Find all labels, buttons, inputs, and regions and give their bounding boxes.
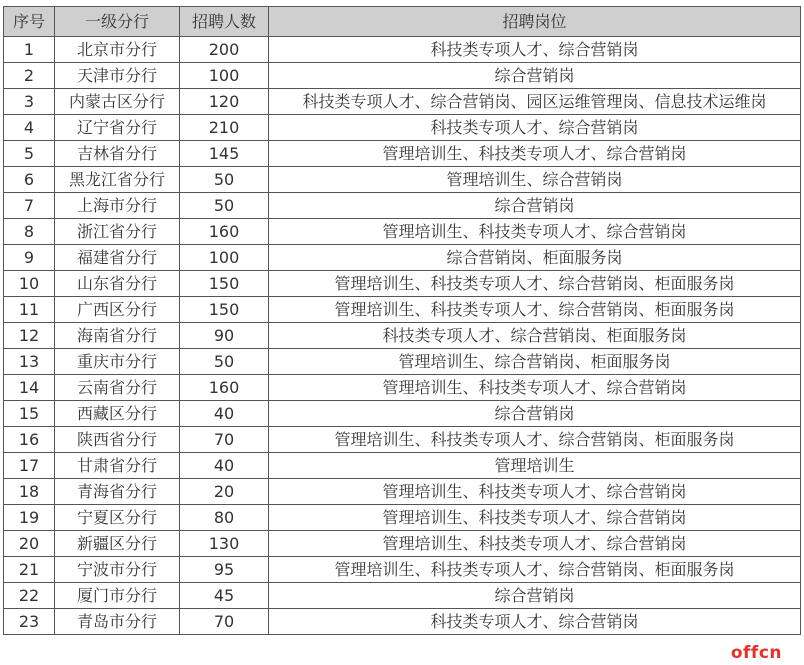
cell-positions: 综合营销岗、柜面服务岗 <box>269 245 801 271</box>
table-row <box>4 219 801 245</box>
recruitment-table <box>3 6 801 635</box>
cell-headcount: 95 <box>180 557 269 583</box>
cell-positions: 综合营销岗 <box>269 583 801 609</box>
cell-headcount: 210 <box>180 115 269 141</box>
header-positions: 招聘岗位 <box>269 7 801 37</box>
cell-branch: 陕西省分行 <box>55 427 180 453</box>
cell-branch: 重庆市分行 <box>55 349 180 375</box>
table-row <box>4 427 801 453</box>
cell-positions: 管理培训生、科技类专项人才、综合营销岗、柜面服务岗 <box>269 297 801 323</box>
cell-branch: 新疆区分行 <box>55 531 180 557</box>
cell-positions: 科技类专项人才、综合营销岗 <box>269 609 801 635</box>
cell-index: 12 <box>4 323 55 349</box>
offcn-watermark: offcn <box>730 643 782 663</box>
cell-index: 1 <box>4 37 55 63</box>
cell-index: 7 <box>4 193 55 219</box>
cell-headcount: 130 <box>180 531 269 557</box>
table-header <box>4 7 801 37</box>
cell-headcount: 50 <box>180 193 269 219</box>
cell-branch: 青岛市分行 <box>55 609 180 635</box>
cell-branch: 北京市分行 <box>55 37 180 63</box>
cell-index: 3 <box>4 89 55 115</box>
cell-branch: 浙江省分行 <box>55 219 180 245</box>
cell-positions: 管理培训生、科技类专项人才、综合营销岗 <box>269 479 801 505</box>
cell-positions: 管理培训生、科技类专项人才、综合营销岗 <box>269 141 801 167</box>
cell-positions: 管理培训生 <box>269 453 801 479</box>
cell-branch: 宁波市分行 <box>55 557 180 583</box>
cell-positions: 管理培训生、科技类专项人才、综合营销岗 <box>269 505 801 531</box>
cell-positions: 管理培训生、科技类专项人才、综合营销岗 <box>269 375 801 401</box>
cell-index: 21 <box>4 557 55 583</box>
header-row <box>4 7 801 37</box>
cell-headcount: 40 <box>180 401 269 427</box>
table-row <box>4 167 801 193</box>
cell-positions: 管理培训生、综合营销岗 <box>269 167 801 193</box>
table-row <box>4 89 801 115</box>
cell-positions: 管理培训生、科技类专项人才、综合营销岗 <box>269 531 801 557</box>
cell-headcount: 100 <box>180 245 269 271</box>
cell-positions: 综合营销岗 <box>269 401 801 427</box>
cell-headcount: 50 <box>180 349 269 375</box>
table-row <box>4 531 801 557</box>
cell-index: 22 <box>4 583 55 609</box>
table-row <box>4 115 801 141</box>
cell-headcount: 70 <box>180 427 269 453</box>
cell-positions: 综合营销岗 <box>269 193 801 219</box>
cell-headcount: 70 <box>180 609 269 635</box>
cell-positions: 管理培训生、综合营销岗、柜面服务岗 <box>269 349 801 375</box>
table-row <box>4 63 801 89</box>
cell-branch: 天津市分行 <box>55 63 180 89</box>
cell-branch: 厦门市分行 <box>55 583 180 609</box>
cell-branch: 青海省分行 <box>55 479 180 505</box>
table-row <box>4 37 801 63</box>
table-row <box>4 271 801 297</box>
cell-positions: 科技类专项人才、综合营销岗 <box>269 37 801 63</box>
cell-branch: 甘肃省分行 <box>55 453 180 479</box>
cell-headcount: 100 <box>180 63 269 89</box>
cell-headcount: 160 <box>180 219 269 245</box>
cell-headcount: 150 <box>180 297 269 323</box>
cell-positions: 科技类专项人才、综合营销岗 <box>269 115 801 141</box>
cell-branch: 云南省分行 <box>55 375 180 401</box>
cell-index: 13 <box>4 349 55 375</box>
cell-branch: 福建省分行 <box>55 245 180 271</box>
cell-headcount: 90 <box>180 323 269 349</box>
table-row <box>4 245 801 271</box>
cell-headcount: 20 <box>180 479 269 505</box>
cell-branch: 黑龙江省分行 <box>55 167 180 193</box>
table-row <box>4 141 801 167</box>
cell-branch: 广西区分行 <box>55 297 180 323</box>
cell-headcount: 50 <box>180 167 269 193</box>
header-branch: 一级分行 <box>55 7 180 37</box>
cell-branch: 西藏区分行 <box>55 401 180 427</box>
cell-headcount: 150 <box>180 271 269 297</box>
cell-index: 20 <box>4 531 55 557</box>
cell-index: 19 <box>4 505 55 531</box>
table-row <box>4 401 801 427</box>
table-row <box>4 375 801 401</box>
cell-positions: 管理培训生、科技类专项人才、综合营销岗、柜面服务岗 <box>269 557 801 583</box>
cell-positions: 管理培训生、科技类专项人才、综合营销岗 <box>269 219 801 245</box>
table-row <box>4 349 801 375</box>
cell-headcount: 45 <box>180 583 269 609</box>
table-row <box>4 609 801 635</box>
cell-headcount: 200 <box>180 37 269 63</box>
header-index: 序号 <box>4 7 55 37</box>
cell-headcount: 120 <box>180 89 269 115</box>
table-row <box>4 557 801 583</box>
cell-index: 2 <box>4 63 55 89</box>
cell-branch: 辽宁省分行 <box>55 115 180 141</box>
cell-headcount: 160 <box>180 375 269 401</box>
cell-index: 9 <box>4 245 55 271</box>
table-row <box>4 583 801 609</box>
cell-index: 16 <box>4 427 55 453</box>
cell-positions: 科技类专项人才、综合营销岗、园区运维管理岗、信息技术运维岗 <box>269 89 801 115</box>
cell-branch: 海南省分行 <box>55 323 180 349</box>
cell-index: 15 <box>4 401 55 427</box>
cell-headcount: 40 <box>180 453 269 479</box>
cell-branch: 吉林省分行 <box>55 141 180 167</box>
cell-index: 18 <box>4 479 55 505</box>
table-row <box>4 323 801 349</box>
cell-branch: 宁夏区分行 <box>55 505 180 531</box>
table-row <box>4 453 801 479</box>
table-body <box>4 37 801 635</box>
cell-index: 8 <box>4 219 55 245</box>
table-row <box>4 479 801 505</box>
cell-index: 10 <box>4 271 55 297</box>
cell-index: 23 <box>4 609 55 635</box>
cell-index: 17 <box>4 453 55 479</box>
cell-branch: 上海市分行 <box>55 193 180 219</box>
cell-branch: 内蒙古区分行 <box>55 89 180 115</box>
cell-index: 6 <box>4 167 55 193</box>
cell-index: 11 <box>4 297 55 323</box>
cell-headcount: 145 <box>180 141 269 167</box>
cell-branch: 山东省分行 <box>55 271 180 297</box>
cell-index: 14 <box>4 375 55 401</box>
cell-positions: 管理培训生、科技类专项人才、综合营销岗、柜面服务岗 <box>269 271 801 297</box>
cell-positions: 科技类专项人才、综合营销岗、柜面服务岗 <box>269 323 801 349</box>
table-row <box>4 193 801 219</box>
table-row <box>4 505 801 531</box>
header-headcount: 招聘人数 <box>180 7 269 37</box>
cell-index: 5 <box>4 141 55 167</box>
cell-headcount: 80 <box>180 505 269 531</box>
cell-positions: 管理培训生、科技类专项人才、综合营销岗、柜面服务岗 <box>269 427 801 453</box>
table-row <box>4 297 801 323</box>
cell-index: 4 <box>4 115 55 141</box>
cell-positions: 综合营销岗 <box>269 63 801 89</box>
